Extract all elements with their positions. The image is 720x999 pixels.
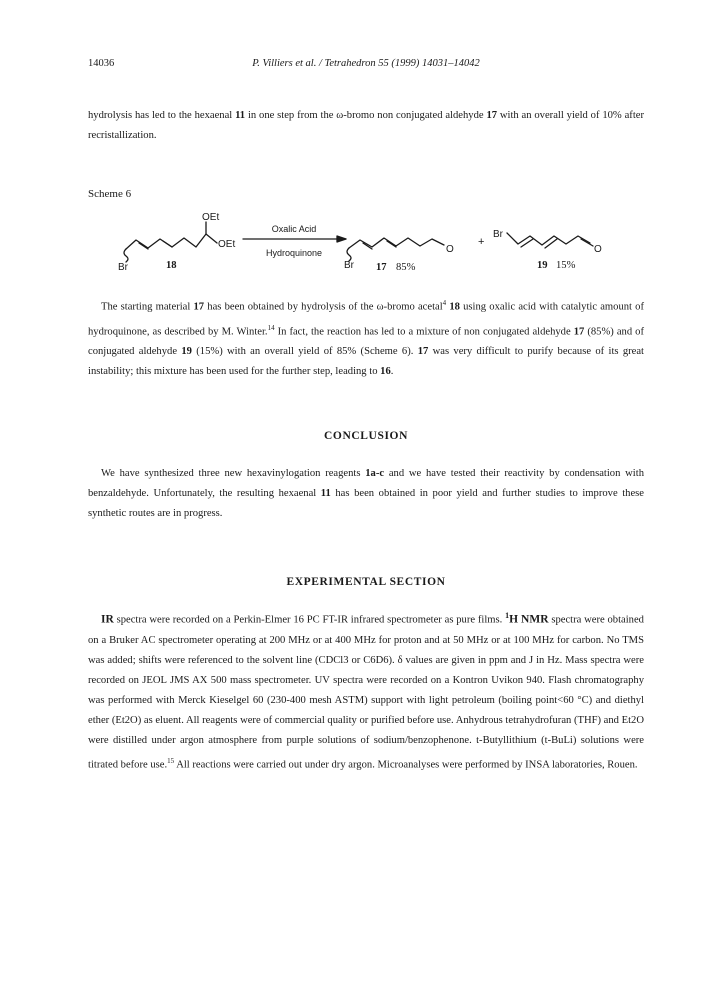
p17-o: O — [446, 244, 454, 255]
p17-br: Br — [344, 260, 354, 271]
sm-br: Br — [118, 262, 128, 273]
scheme-label: Scheme 6 — [88, 188, 132, 200]
running-title: P. Villiers et al. / Tetrahedron 55 (1999) 14031–14042 — [252, 58, 480, 69]
conclusion-paragraph: We have synthesized three new hexavinylogation reagents 1a-c and we have tested their reactivity by condensation with benzaldehyde. Unfortunately, the resulting hexaenal 11 has been obtained in poor yield and further studies to improve these synthetic routes are in progress. — [88, 468, 644, 519]
p19-double-bonds — [521, 239, 593, 248]
p17-number: 17 — [376, 262, 387, 273]
p19-number: 19 — [537, 260, 548, 271]
reagent-top: Oxalic Acid — [271, 224, 317, 234]
sm-br-squiggle — [124, 249, 128, 262]
plus-sign: + — [478, 236, 485, 248]
page-number: 14036 — [88, 58, 115, 69]
p19-br: Br — [493, 229, 503, 240]
page-header — [88, 58, 644, 74]
conclusion-heading: CONCLUSION — [324, 430, 408, 442]
sm-number: 18 — [166, 260, 177, 271]
intro-paragraph: hydrolysis has led to the hexaenal 11 in one step from the ω-bromo non conjugated aldehyde 17 with an overall yield of 10% after recristallization. — [88, 110, 644, 141]
p19-o: O — [594, 244, 602, 255]
sm-oet-top: OEt — [202, 212, 220, 223]
scheme-6-figure — [100, 200, 620, 280]
scheme-discussion-paragraph: The starting material 17 has been obtained by hydrolysis of the ω-bromo acetal$^4$ 18 using oxalic acid with catalytic amount of hydroquinone, as described by M. Winter.$^{14}$ In fact, the reaction has led to a mixture of non conjugated aldehyde 17 (85%) and of conjugated aldehyde 19 (15%) with an overall yield of 85% (Scheme 6). 17 was very difficult to purify because of its great instability; this mixture has been used for the further step, leading to 16. — [88, 299, 645, 378]
reagent-bottom: Hydroquinone — [265, 248, 323, 258]
experimental-paragraph: IR spectra were recorded on a Perkin-Elmer 16 PC FT-IR infrared spectrometer as pure films. $^1$H NMR spectra were obtained on a Bruker AC spectrometer operating at 200 MHz or at 400 MHz for proton and at 50 MHz or at 100 MHz for carbon. No TMS was added; shifts were referenced to the solvent line (CDCl3 or C6D6). δ values are given in ppm and J in Hz. Mass spectra were recorded on JEOL JMS AX 500 mass spectrometer. UV spectra were recorded on a Kontron Uvikon 940. Flash chromatography was performed with Merck Kieselgel 60 (230-400 mesh ASTM) support with light petroleum (boiling point<60 °C) and diethyl ether (Et2O) as eluent. All reagents were of commercial quality or purified before use. Anhydrous tetrahydrofuran (THF) and Et2O were distilled under argon atmosphere from purple solutions of sodium/benzophenone. t-Butyllithium (t-BuLi) solutions were titrated before use.$^{15}$ All reactions were carried out under dry argon. Microanalyses were performed by INSA laboratories, Rouen. — [88, 611, 644, 771]
experimental-heading: EXPERIMENTAL SECTION — [286, 576, 446, 588]
sm-oet-side: OEt — [218, 239, 236, 250]
p19-yield: 15% — [556, 260, 576, 271]
p19-chain — [507, 233, 590, 245]
p17-yield: 85% — [396, 262, 416, 273]
